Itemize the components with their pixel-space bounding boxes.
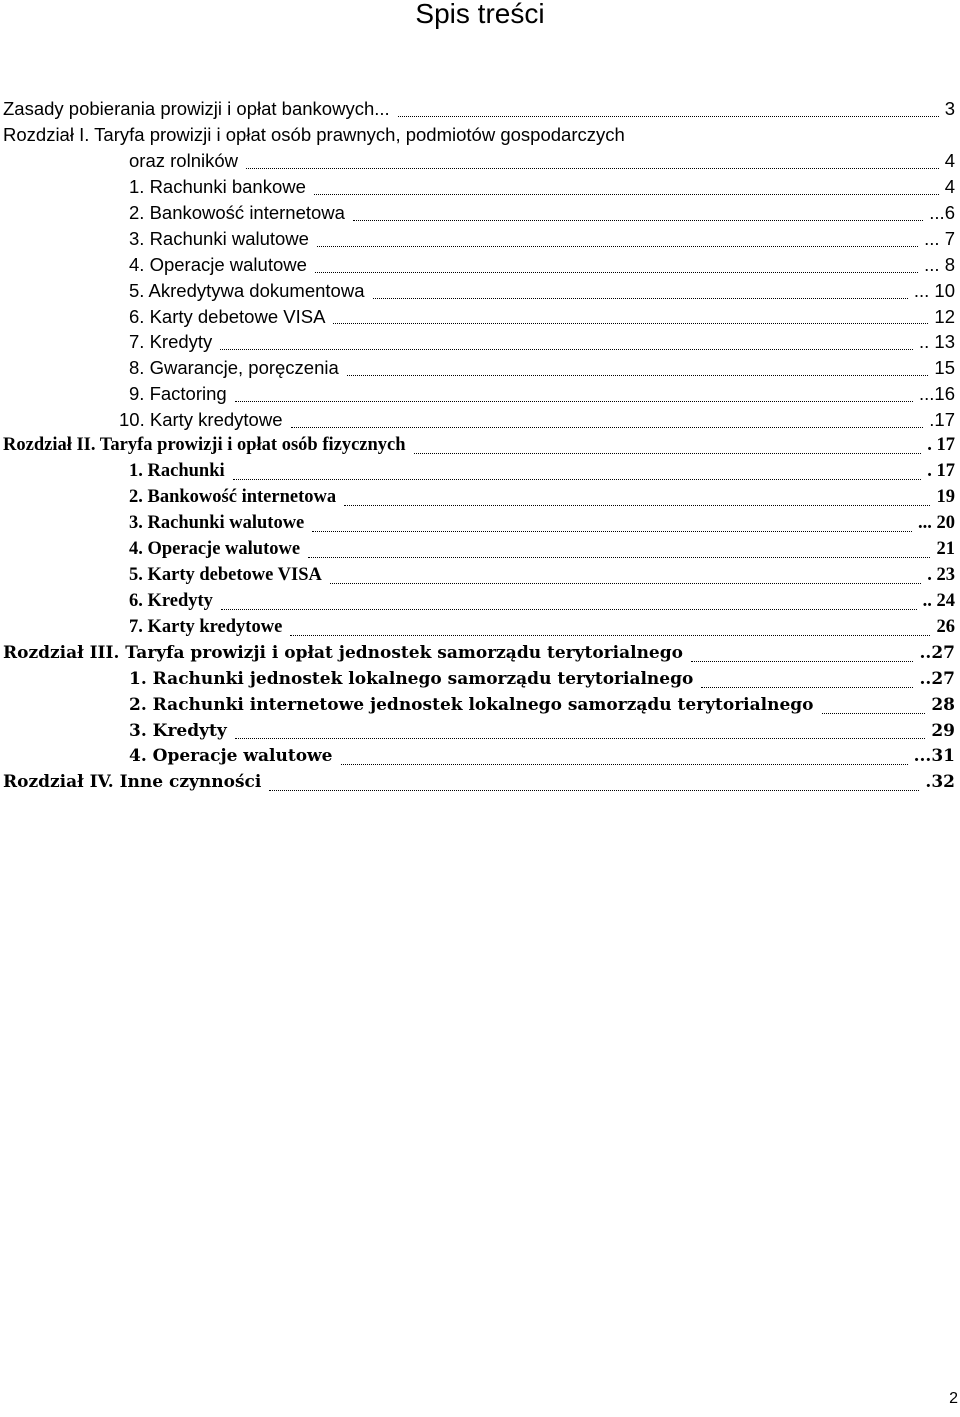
- toc-entry-page: 19: [936, 487, 955, 508]
- toc-section[interactable]: [3, 355, 955, 381]
- toc-leader-dots: [344, 505, 930, 506]
- toc-section[interactable]: [3, 485, 955, 511]
- toc-entry-page: ... 7: [924, 227, 955, 249]
- toc-entry-page: . 17: [927, 461, 955, 482]
- toc-entry-text: 1. Rachunki bankowe: [129, 175, 306, 197]
- toc-entry-page: .. 13: [919, 331, 955, 353]
- toc-entry-text: 7. Karty kredytowe: [129, 616, 283, 637]
- toc-entry-page: ... 20: [918, 513, 955, 533]
- toc-entry-text: 4. Operacje walutowe: [129, 746, 333, 767]
- toc-entry-text: 1. Rachunki: [129, 461, 225, 482]
- toc-leader-dots: [291, 427, 923, 428]
- toc-entry-text: 6. Kredyty: [129, 590, 213, 611]
- toc-entry-text: 9. Factoring: [129, 383, 227, 405]
- toc-entry-page: ...6: [929, 201, 955, 223]
- toc-section[interactable]: [3, 511, 955, 537]
- toc-leader-dots: [398, 116, 939, 117]
- page-title: Spis treści: [415, 0, 545, 29]
- toc-entry-page: ..27: [919, 668, 955, 689]
- toc-entry-text: 6. Karty debetowe VISA: [129, 305, 326, 327]
- toc-entry-page: ...16: [919, 383, 955, 405]
- toc-section[interactable]: [3, 537, 955, 563]
- toc-entry-text: Zasady pobierania prowizji i opłat bankowych...: [3, 98, 390, 119]
- toc-leader-dots: [347, 375, 928, 376]
- toc-entry-page: . 17: [927, 435, 955, 456]
- toc-section[interactable]: [3, 304, 955, 330]
- toc-entry-text: 5. Akredytywa dokumentowa: [129, 279, 365, 301]
- toc-section[interactable]: [3, 719, 955, 745]
- toc-section[interactable]: [3, 615, 955, 641]
- toc-entry-page: ..27: [919, 642, 955, 663]
- toc-section[interactable]: [3, 174, 955, 200]
- toc-leader-dots: [312, 531, 912, 532]
- toc-leader-dots: [353, 220, 923, 221]
- toc-entry-text: oraz rolników: [129, 149, 238, 171]
- toc-section[interactable]: [3, 381, 955, 407]
- toc-section[interactable]: [3, 589, 955, 615]
- toc-entry-text: 2. Bankowość internetowa: [129, 487, 337, 508]
- toc-entry-text: Rozdział III. Taryfa prowizji i opłat jednostek samorządu terytorialnego: [3, 642, 683, 663]
- toc-entry-text: Rozdział II. Taryfa prowizji i opłat osób fizycznych: [3, 435, 406, 456]
- toc-section[interactable]: [3, 226, 955, 252]
- toc-entry-text: 5. Karty debetowe VISA: [129, 564, 322, 585]
- toc-section[interactable]: [3, 252, 955, 278]
- toc-section[interactable]: [3, 329, 955, 355]
- toc-entry-text: 10. Karty kredytowe: [119, 409, 283, 431]
- toc-chapter-3[interactable]: [3, 641, 955, 667]
- table-of-contents: [3, 96, 955, 796]
- toc-section[interactable]: [3, 407, 955, 433]
- toc-leader-dots: [314, 194, 939, 195]
- toc-chapter-4[interactable]: [3, 770, 955, 796]
- toc-entry-page: 3: [944, 98, 955, 119]
- toc-leader-dots: [341, 764, 908, 765]
- page-number: 2: [949, 1390, 958, 1407]
- toc-leader-dots: [269, 790, 919, 791]
- toc-entry-page: 26: [936, 616, 955, 637]
- toc-entry-text: 3. Kredyty: [129, 720, 227, 741]
- toc-chapter-1[interactable]: [3, 122, 955, 148]
- toc-leader-dots: [221, 609, 917, 610]
- toc-entry-page: 15: [934, 357, 955, 379]
- toc-leader-dots: [701, 687, 913, 688]
- toc-entry-page: 4: [944, 175, 955, 197]
- toc-chapter-1-cont[interactable]: [3, 148, 955, 174]
- toc-entry-text: 2. Rachunki internetowe jednostek lokalnego samorządu terytorialnego: [129, 694, 814, 715]
- toc-entry-text: 7. Kredyty: [129, 331, 213, 353]
- toc-leader-dots: [235, 738, 925, 739]
- toc-section[interactable]: [3, 693, 955, 719]
- toc-entry-page: .17: [929, 409, 955, 431]
- toc-entry-page: ...31: [913, 746, 955, 767]
- toc-leader-dots: [290, 635, 930, 636]
- toc-leader-dots: [308, 557, 930, 558]
- toc-section[interactable]: [3, 459, 955, 485]
- toc-entry-text: Rozdział IV. Inne czynności: [3, 772, 262, 793]
- toc-entry-page: .32: [925, 772, 955, 793]
- toc-entry-page: ... 10: [913, 279, 955, 301]
- toc-leader-dots: [691, 661, 913, 662]
- toc-entry-page: 12: [934, 305, 955, 327]
- toc-leader-dots: [333, 323, 928, 324]
- toc-leader-dots: [233, 479, 921, 480]
- toc-section[interactable]: [3, 667, 955, 693]
- toc-entry-text: Rozdział I. Taryfa prowizji i opłat osób prawnych, podmiotów gospodarczych: [3, 123, 625, 145]
- toc-entry-page: 28: [931, 694, 955, 715]
- toc-entry-page: 4: [944, 149, 955, 171]
- toc-leader-dots: [317, 246, 918, 247]
- toc-leader-dots: [315, 272, 918, 273]
- toc-entry-text: 2. Bankowość internetowa: [129, 201, 345, 223]
- toc-section[interactable]: [3, 744, 955, 770]
- toc-entry-page: 21: [936, 538, 955, 559]
- toc-chapter-2[interactable]: [3, 433, 955, 459]
- toc-entry-page: 29: [931, 720, 955, 741]
- toc-entry-page: ... 8: [924, 253, 955, 275]
- toc-leader-dots: [822, 713, 925, 714]
- toc-entry-page: . 23: [927, 564, 955, 585]
- toc-entry-text: 1. Rachunki jednostek lokalnego samorządu terytorialnego: [129, 668, 694, 689]
- toc-section[interactable]: [3, 278, 955, 304]
- toc-entry-intro[interactable]: [3, 96, 955, 122]
- toc-section[interactable]: [3, 200, 955, 226]
- toc-entry-text: 4. Operacje walutowe: [129, 253, 307, 275]
- toc-entry-page: .. 24: [922, 590, 955, 611]
- toc-entry-text: 3. Rachunki walutowe: [129, 513, 305, 533]
- toc-leader-dots: [330, 583, 921, 584]
- toc-entry-text: 3. Rachunki walutowe: [129, 227, 309, 249]
- toc-leader-dots: [246, 168, 939, 169]
- toc-leader-dots: [414, 453, 921, 454]
- toc-leader-dots: [373, 298, 908, 299]
- toc-entry-text: 4. Operacje walutowe: [129, 538, 301, 559]
- toc-section[interactable]: [3, 563, 955, 589]
- toc-entry-text: 8. Gwarancje, poręczenia: [129, 357, 339, 379]
- toc-leader-dots: [235, 401, 913, 402]
- toc-leader-dots: [220, 349, 913, 350]
